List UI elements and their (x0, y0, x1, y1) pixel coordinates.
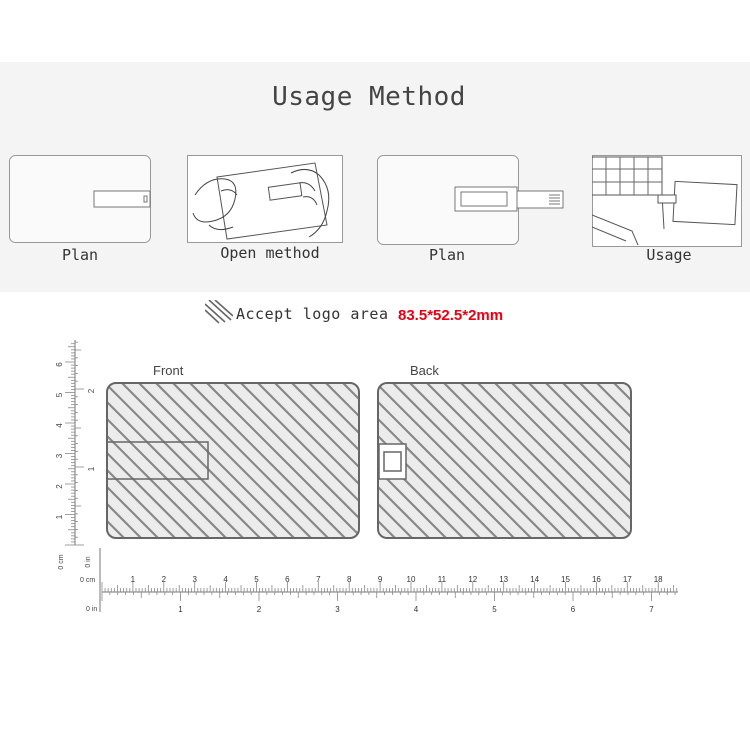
horizontal-cm-tick-label: 4 (223, 575, 228, 584)
vertical-in-tick-label: 1 (87, 466, 96, 472)
horizontal-in-tick-label: 1 (178, 605, 183, 614)
logo-area-label: Accept logo area (236, 305, 389, 323)
vertical-cm-tick-label: 6 (55, 362, 64, 367)
logo-area-stripe (631, 383, 750, 538)
horizontal-in-tick-label: 5 (492, 605, 497, 614)
logo-area-stripe (733, 383, 750, 538)
vertical-cm-zero: 0 cm (58, 554, 65, 570)
horizontal-cm-tick-label: 7 (316, 575, 321, 584)
horizontal-cm-tick-label: 1 (130, 575, 136, 584)
vertical-cm-tick-label: 2 (55, 484, 64, 489)
vertical-cm-tick-label: 5 (55, 392, 64, 398)
horizontal-cm-tick-label: 13 (499, 575, 509, 584)
vertical-cm-tick-label: 3 (55, 453, 64, 459)
horizontal-cm-tick-label: 10 (406, 575, 416, 584)
page-title: Usage Method (272, 82, 466, 112)
horizontal-cm-tick-label: 14 (530, 575, 540, 584)
horizontal-ruler (80, 548, 678, 614)
panel-caption: Plan (61, 246, 99, 264)
horizontal-cm-tick-label: 5 (254, 575, 259, 584)
card-dimensions: 83.5*52.5*2mm (398, 307, 504, 324)
horizontal-cm-tick-label: 11 (437, 575, 447, 584)
back-label: Back (410, 363, 439, 378)
horizontal-cm-tick-label: 15 (561, 575, 570, 584)
horizontal-in-tick-label: 4 (413, 605, 419, 614)
horizontal-in-zero: 0 in (86, 606, 98, 613)
panel-caption: Plan (428, 246, 466, 264)
horizontal-cm-tick-label: 3 (192, 575, 197, 584)
horizontal-cm-tick-label: 16 (591, 575, 601, 584)
horizontal-in-tick-label: 3 (335, 605, 340, 614)
logo-area-stripe (682, 383, 750, 538)
horizontal-cm-zero: 0 cm (80, 577, 96, 584)
logo-area-stripe (0, 383, 107, 538)
logo-area-stripe (614, 383, 750, 538)
logo-area-stripe (0, 383, 124, 538)
panel-caption: Usage (646, 246, 692, 264)
logo-area-stripe (716, 383, 750, 538)
horizontal-cm-tick-label: 9 (377, 575, 383, 584)
logo-area-stripe (665, 383, 750, 538)
horizontal-in-tick-label: 7 (649, 605, 654, 614)
horizontal-cm-tick-label: 18 (653, 575, 663, 584)
vertical-cm-tick-label: 4 (55, 423, 64, 428)
logo-area-stripe (648, 383, 750, 538)
vertical-cm-tick-label: 1 (55, 514, 64, 520)
vertical-in-zero: 0 in (85, 556, 92, 568)
horizontal-cm-tick-label: 2 (161, 575, 167, 584)
horizontal-cm-tick-label: 12 (468, 575, 478, 584)
vertical-ruler (55, 340, 96, 570)
horizontal-cm-tick-label: 6 (285, 575, 290, 584)
vertical-in-tick-label: 2 (87, 388, 96, 394)
front-label: Front (153, 363, 184, 378)
horizontal-in-tick-label: 2 (256, 605, 262, 614)
horizontal-in-tick-label: 6 (570, 605, 576, 614)
horizontal-cm-tick-label: 17 (622, 575, 632, 584)
panel-caption: Open method (220, 244, 320, 262)
logo-area-stripe (699, 383, 750, 538)
horizontal-cm-tick-label: 8 (346, 575, 352, 584)
